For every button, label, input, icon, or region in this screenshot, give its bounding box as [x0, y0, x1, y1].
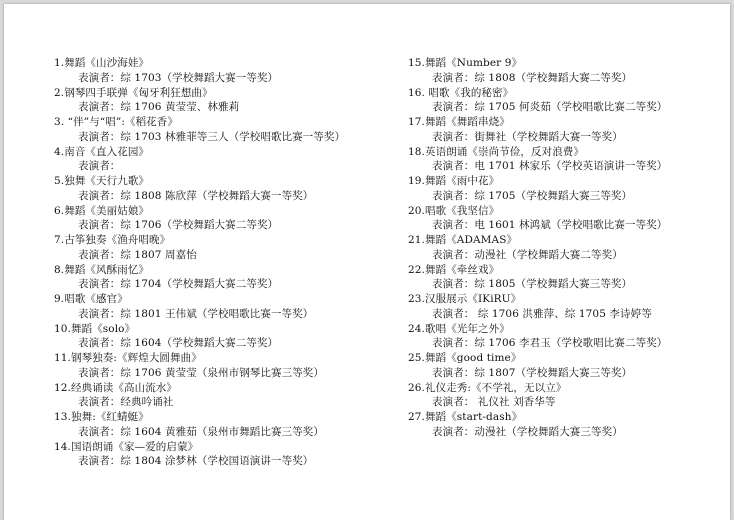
program-performer: 表演者：街舞社（学校舞蹈大赛一等奖） [432, 130, 623, 143]
program-performer: 表演者：综 1604 黄雅茹（泉州市舞蹈比赛三等奖） [78, 425, 324, 438]
program-performer: 表演者：综 1706 黄莹莹（泉州市钢琴比赛三等奖） [78, 366, 324, 379]
program-entry [54, 115, 384, 145]
program-performer: 表演者：综 1703（学校舞蹈大赛一等奖） [78, 71, 279, 84]
program-entry [408, 115, 726, 145]
program-performer: 表演者：综 1706 李君玉（学校歌唱比赛二等奖） [432, 337, 668, 350]
program-title: 10.舞蹈《solo》 [54, 322, 136, 335]
program-entry [408, 351, 726, 381]
program-performer: 表演者：综 1705（学校舞蹈大赛三等奖） [432, 189, 633, 202]
program-entry [54, 174, 384, 204]
program-entry [408, 292, 726, 322]
program-entry [54, 322, 384, 352]
program-title: 25.舞蹈《good time》 [408, 352, 522, 364]
program-title: 15.舞蹈《Number 9》 [408, 57, 523, 69]
program-title: 21.舞蹈《ADAMAS》 [408, 234, 518, 246]
program-performer: 表演者：综 1808 陈欣萍（学校舞蹈大赛一等奖） [78, 189, 314, 202]
program-title: 13.独舞:《红蜻蜓》 [54, 411, 149, 423]
program-title: 17.舞蹈《舞蹈串烧》 [408, 116, 510, 128]
program-performer: 表演者： 综 1706 洪雅萍、综 1705 李诗婷等 [432, 307, 652, 320]
program-title: 14.国语朗诵《家—爱的启蒙》 [54, 440, 199, 453]
program-entry [54, 233, 384, 263]
program-title: 19.舞蹈《雨中花》 [408, 175, 500, 187]
program-entry [54, 263, 384, 293]
program-performer: 表演者：综 1705 何炎茹（学校唱歌比赛二等奖） [432, 101, 668, 114]
program-title: 7.古筝独奏《渔舟唱晚》 [54, 234, 171, 246]
program-title: 12.经典诵读《高山流水》 [54, 381, 177, 394]
program-title: 16. 唱歌《我的秘密》 [408, 86, 514, 99]
program-performer: 表演者：综 1703 林雅菲等三人（学校唱歌比赛一等奖） [78, 130, 346, 143]
program-performer: 表演者：综 1704（学校舞蹈大赛二等奖） [78, 278, 279, 291]
program-performer: 表演者：综 1808（学校舞蹈大赛二等奖） [432, 71, 633, 84]
program-entry [408, 174, 726, 204]
program-entry [54, 351, 384, 381]
program-title: 6.舞蹈《美丽姑娘》 [54, 204, 150, 217]
program-entry [408, 322, 726, 352]
program-title: 2.钢琴四手联弹《匈牙利狂想曲》 [54, 86, 213, 99]
program-entry [54, 86, 384, 116]
program-title: 27.舞蹈《start-dash》 [408, 411, 523, 423]
program-entry [408, 145, 726, 175]
program-entry [54, 204, 384, 234]
program-entry [408, 86, 726, 116]
program-entry [54, 56, 384, 86]
program-performer: 表演者：综 1805（学校舞蹈大赛三等奖） [432, 278, 633, 291]
program-entry [54, 381, 384, 411]
program-performer: 表演者：综 1801 王伟斌（学校唱歌比赛一等奖） [78, 307, 314, 320]
program-performer: 表演者：电 1601 林鸿斌（学校唱歌比赛一等奖） [432, 219, 668, 232]
program-performer: 表演者：综 1604（学校舞蹈大赛二等奖） [78, 337, 279, 350]
program-title: 23.汉服展示《IKiRU》 [408, 293, 522, 305]
program-title: 24.歌唱《光年之外》 [408, 322, 510, 335]
program-list-left [54, 56, 384, 469]
program-entry [408, 263, 726, 293]
program-title: 18.英语朗诵《崇尚节俭，反对浪费》 [408, 145, 584, 158]
program-title: 8.舞蹈《风酥雨忆》 [54, 263, 150, 276]
program-performer: 表演者：综 1804 涂梦林（学校国语演讲一等奖） [78, 455, 314, 468]
program-entry [408, 204, 726, 234]
program-performer: 表演者：经典吟诵社 [78, 396, 174, 409]
program-performer: 表演者： 礼仪社 刘香华等 [432, 396, 556, 409]
program-entry [54, 292, 384, 322]
program-performer: 表演者：综 1706（学校舞蹈大赛二等奖） [78, 219, 279, 232]
program-title: 1.舞蹈《山沙海娃》 [54, 57, 150, 69]
program-performer: 表演者：动漫社（学校舞蹈大赛二等奖） [432, 248, 623, 261]
program-entry [408, 233, 726, 263]
program-entry [408, 381, 726, 411]
program-performer: 表演者：动漫社（学校舞蹈大赛三等奖） [432, 425, 623, 438]
program-entry [54, 440, 384, 470]
program-performer: 表演者：电 1701 林家乐（学校英语演讲一等奖） [432, 160, 668, 173]
program-title: 9.唱歌《感官》 [54, 293, 128, 305]
program-title: 11.钢琴独奏:《辉煌大圆舞曲》 [54, 352, 202, 364]
program-title: 3. “伴”与“唱”:《稻花香》 [54, 116, 178, 128]
program-list-right [408, 56, 726, 440]
program-performer: 表演者：综 1706 黄莹莹、林雅莉 [78, 101, 240, 114]
program-title: 22.舞蹈《牵丝戏》 [408, 263, 500, 276]
program-entry [54, 410, 384, 440]
document-page [4, 4, 730, 520]
program-entry [408, 56, 726, 86]
program-entry [54, 145, 384, 175]
program-performer: 表演者：综 1807（学校舞蹈大赛三等奖） [432, 366, 633, 379]
program-performer: 表演者：综 1807 周嘉怡 [78, 248, 197, 261]
program-title: 26.礼仪走秀:《不学礼，无以立》 [408, 381, 567, 394]
program-title: 20.唱歌《我坚信》 [408, 204, 500, 217]
program-title: 5.独舞《天行九歌》 [54, 175, 150, 187]
program-entry [408, 410, 726, 440]
program-title: 4.南音《直入花园》 [54, 145, 150, 158]
program-performer: 表演者： [78, 160, 121, 173]
